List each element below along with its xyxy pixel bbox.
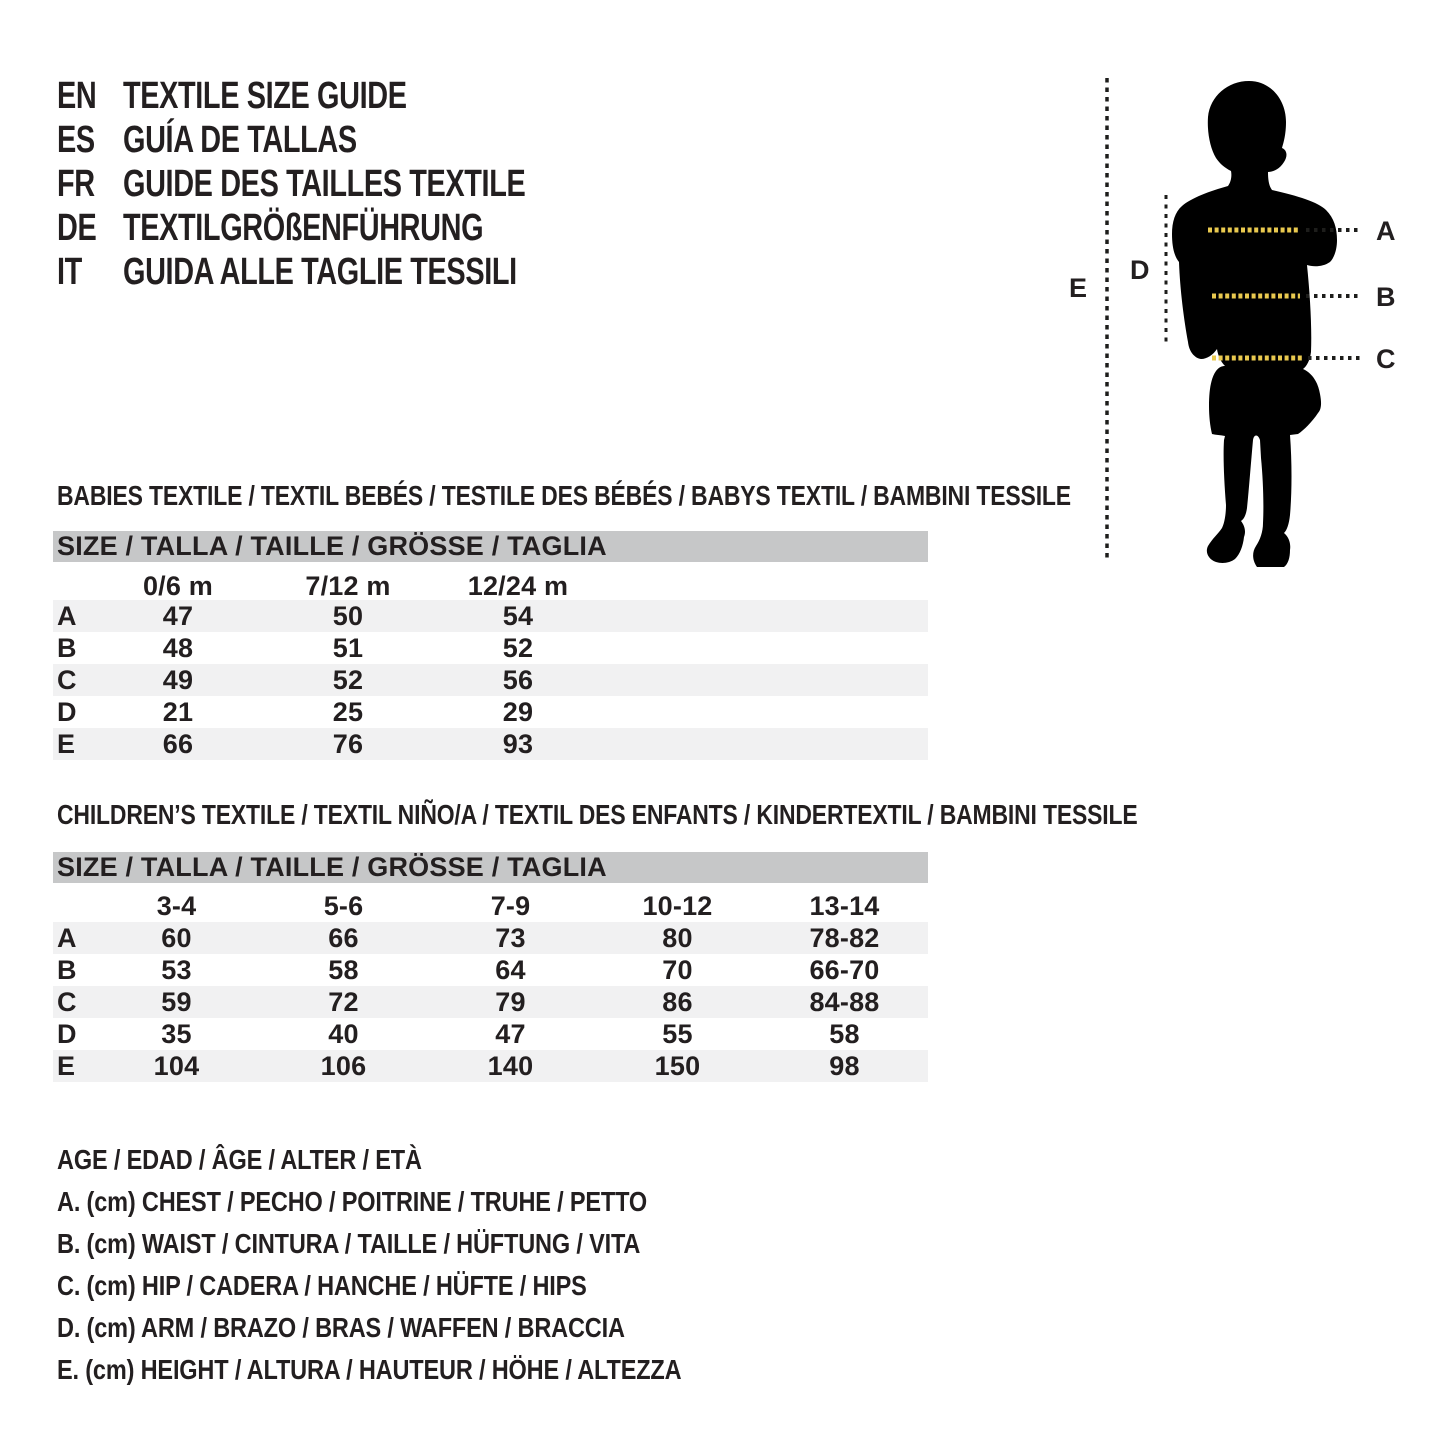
column-header: 7-9	[490, 891, 531, 921]
table-cell: 98	[829, 1051, 860, 1081]
babies-size-header-bar	[53, 531, 928, 562]
table-row	[53, 922, 928, 954]
legend-line-waist: B. (cm) WAIST / CINTURA / TAILLE / HÜFTUNG / VITA	[57, 1228, 641, 1259]
measurement-legend	[57, 1139, 800, 1391]
children-section-title: CHILDREN’S TEXTILE / TEXTIL NIÑO/A / TEXTIL DES ENFANTS / KINDERTEXTIL / BAMBINI TESSILE	[57, 799, 1138, 830]
column-header: 10-12	[642, 891, 713, 921]
table-header-row	[53, 890, 928, 922]
row-label: C	[57, 665, 77, 695]
children-size-header-bar	[53, 852, 928, 883]
table-cell: 73	[495, 923, 526, 953]
row-label: E	[57, 1051, 76, 1081]
column-header: 12/24 m	[467, 571, 569, 601]
legend-line-chest: A. (cm) CHEST / PECHO / POITRINE / TRUHE / PETTO	[57, 1186, 648, 1217]
legend-line-height: E. (cm) HEIGHT / ALTURA / HAUTEUR / HÖHE / ALTEZZA	[57, 1354, 682, 1385]
table-cell: 29	[502, 697, 534, 727]
column-header: 5-6	[323, 891, 364, 921]
lang-title: GUÍA DE TALLAS	[123, 119, 357, 161]
table-cell: 60	[161, 923, 192, 953]
size-header-text: SIZE / TALLA / TAILLE / GRÖSSE / TAGLIA	[57, 852, 607, 882]
table-cell: 52	[332, 665, 364, 695]
lang-code: IT	[57, 251, 82, 293]
table-cell: 51	[332, 633, 364, 663]
table-row	[53, 986, 928, 1018]
table-cell: 140	[487, 1051, 534, 1081]
table-cell: 70	[662, 955, 693, 985]
row-label: C	[57, 987, 77, 1017]
table-cell: 78-82	[809, 923, 880, 953]
row-label: B	[57, 633, 77, 663]
table-cell: 53	[161, 955, 192, 985]
table-row	[53, 1018, 928, 1050]
table-cell: 56	[502, 665, 534, 695]
column-header: 13-14	[809, 891, 880, 921]
table-cell: 47	[162, 601, 194, 631]
legend-line-hip: C. (cm) HIP / CADERA / HANCHE / HÜFTE / HIPS	[57, 1270, 587, 1301]
lang-code: DE	[57, 207, 97, 249]
lang-code: EN	[57, 75, 97, 117]
table-cell: 80	[662, 923, 693, 953]
figure-label-e: E	[1069, 273, 1088, 303]
legend-line-arm: D. (cm) ARM / BRAZO / BRAS / WAFFEN / BRACCIA	[57, 1312, 625, 1343]
table-row	[53, 1050, 928, 1082]
row-label: A	[57, 601, 77, 631]
babies-size-table	[53, 570, 928, 760]
table-cell: 66-70	[809, 955, 880, 985]
table-cell: 58	[328, 955, 359, 985]
table-row	[53, 954, 928, 986]
table-row	[53, 696, 928, 728]
legend-line-age: AGE / EDAD / ÂGE / ALTER / ETÀ	[57, 1144, 422, 1175]
row-label: D	[57, 1019, 77, 1049]
figure-label-b: B	[1376, 282, 1396, 312]
table-header-row	[53, 570, 928, 600]
table-cell: 54	[502, 601, 534, 631]
table-cell: 104	[153, 1051, 200, 1081]
lang-title: TEXTILGRÖßENFÜHRUNG	[123, 207, 484, 249]
table-cell: 50	[332, 601, 364, 631]
row-label: B	[57, 955, 77, 985]
row-label: A	[57, 923, 77, 953]
table-cell: 47	[495, 1019, 526, 1049]
figure-label-d: D	[1130, 255, 1150, 285]
child-silhouette	[1172, 81, 1337, 567]
table-cell: 66	[162, 729, 194, 759]
lang-title: TEXTILE SIZE GUIDE	[123, 75, 407, 117]
table-cell: 86	[662, 987, 693, 1017]
lang-code: ES	[57, 119, 95, 161]
column-header: 3-4	[156, 891, 197, 921]
table-cell: 55	[662, 1019, 693, 1049]
child-measurement-diagram	[1060, 60, 1445, 580]
table-cell: 64	[495, 955, 526, 985]
table-cell: 52	[502, 633, 534, 663]
column-header: 0/6 m	[142, 571, 214, 601]
figure-label-a: A	[1376, 216, 1396, 246]
table-cell: 49	[162, 665, 194, 695]
table-cell: 79	[495, 987, 526, 1017]
row-label: E	[57, 729, 76, 759]
lang-code: FR	[57, 163, 95, 205]
table-cell: 150	[654, 1051, 701, 1081]
lang-title: GUIDA ALLE TAGLIE TESSILI	[123, 251, 517, 293]
table-cell: 72	[328, 987, 359, 1017]
lang-title: GUIDE DES TAILLES TEXTILE	[123, 163, 526, 205]
table-row	[53, 664, 928, 696]
table-row	[53, 632, 928, 664]
table-row	[53, 728, 928, 760]
table-cell: 21	[162, 697, 194, 727]
table-row	[53, 600, 928, 632]
table-cell: 66	[328, 923, 359, 953]
size-header-text: SIZE / TALLA / TAILLE / GRÖSSE / TAGLIA	[57, 531, 607, 561]
table-cell: 93	[502, 729, 534, 759]
table-cell: 106	[320, 1051, 367, 1081]
table-cell: 35	[161, 1019, 192, 1049]
table-cell: 25	[332, 697, 364, 727]
table-cell: 48	[162, 633, 194, 663]
row-label: D	[57, 697, 77, 727]
figure-label-c: C	[1376, 344, 1396, 374]
table-cell: 76	[332, 729, 364, 759]
column-header: 7/12 m	[305, 571, 391, 601]
children-size-table	[53, 890, 928, 1082]
table-cell: 58	[829, 1019, 860, 1049]
table-cell: 59	[161, 987, 192, 1017]
table-cell: 84-88	[809, 987, 880, 1017]
table-cell: 40	[328, 1019, 359, 1049]
babies-section-title: BABIES TEXTILE / TEXTIL BEBÉS / TESTILE DES BÉBÉS / BABYS TEXTIL / BAMBINI TESSILE	[57, 480, 1071, 511]
